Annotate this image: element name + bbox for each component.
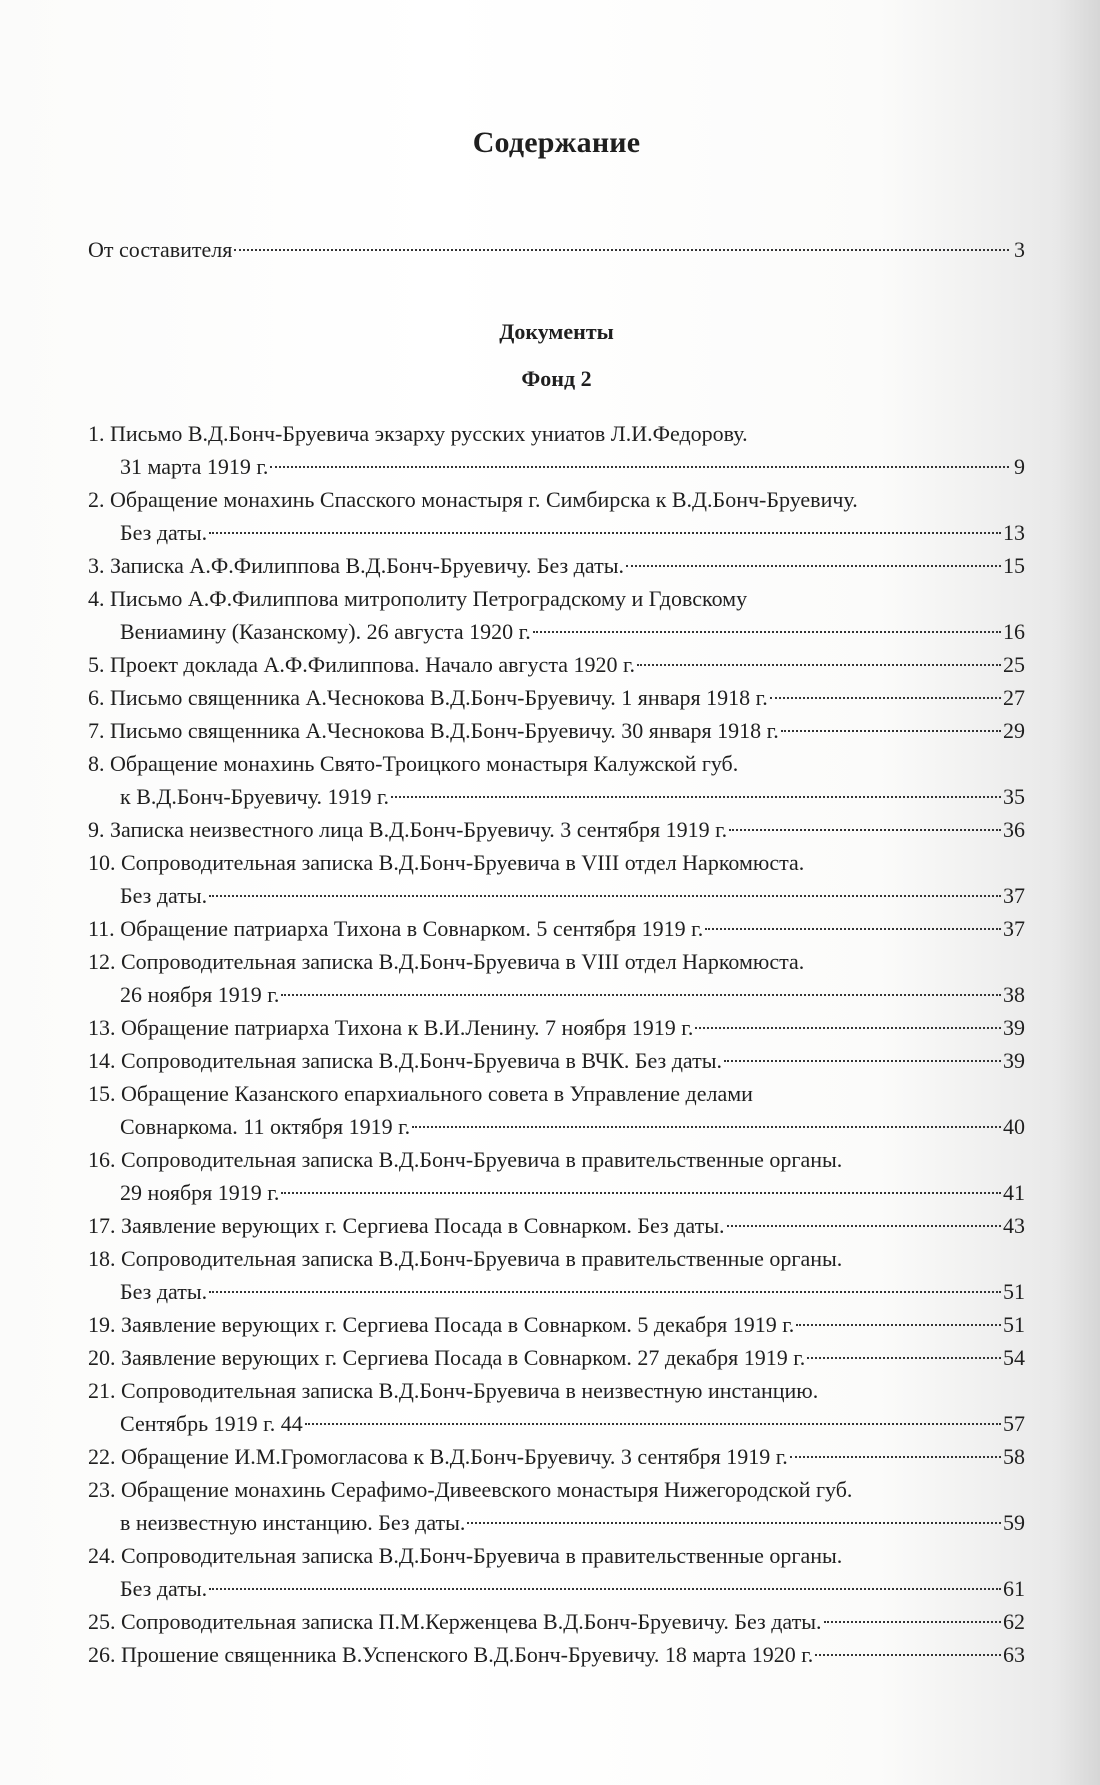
toc-entry xyxy=(88,1341,1025,1374)
entry-title-line1: Записка неизвестного лица В.Д.Бонч-Бруевичу. 3 сентября 1919 г. xyxy=(110,817,728,842)
page-number: 63 xyxy=(1003,1642,1025,1667)
entry-line xyxy=(88,1044,1025,1077)
page-number: 29 xyxy=(1003,718,1025,743)
entry-title xyxy=(88,417,748,450)
dot-leader xyxy=(281,1192,1001,1194)
entry-line xyxy=(88,978,1025,1011)
entry-line xyxy=(88,1440,1025,1473)
entry-line xyxy=(88,681,1025,714)
entry-title-line1: Обращение патриарха Тихона к В.И.Ленину. 7 ноября 1919 г. xyxy=(121,1015,694,1040)
entry-title-line2: Вениамину (Казанскому). 26 августа 1920 г. xyxy=(120,619,531,644)
toc-entry xyxy=(88,945,1025,1011)
toc-entry xyxy=(88,1638,1025,1671)
entry-line xyxy=(88,714,1025,747)
entry-title xyxy=(88,1143,842,1176)
page-number: 36 xyxy=(1003,817,1025,842)
page-number: 3 xyxy=(1014,237,1025,262)
entry-title-line1: Сопроводительная записка В.Д.Бонч-Бруевича в ВЧК. Без даты. xyxy=(121,1048,723,1073)
toc-entry xyxy=(88,747,1025,813)
entry-title-line1: Сопроводительная записка П.М.Керженцева В.Д.Бонч-Бруевичу. Без даты. xyxy=(121,1609,822,1634)
page-number: 37 xyxy=(1003,883,1025,908)
entry-title-line2: 29 ноября 1919 г. xyxy=(120,1180,280,1205)
entry-line xyxy=(88,417,1025,450)
dot-leader xyxy=(807,1357,1001,1359)
entry-line xyxy=(88,780,1025,813)
page-number: 58 xyxy=(1003,1444,1025,1469)
toc-entry xyxy=(88,1011,1025,1044)
entry-line xyxy=(88,1011,1025,1044)
entry-title-line1: Обращение И.М.Громогласова к В.Д.Бонч-Бруевичу. 3 сентября 1919 г. xyxy=(121,1444,788,1469)
entry-title-line1: Письмо священника А.Чеснокова В.Д.Бонч-Бруевичу. 30 января 1918 г. xyxy=(110,718,779,743)
dot-leader xyxy=(796,1324,1001,1326)
entry-title xyxy=(88,1308,794,1341)
entry-title-line1: Письмо В.Д.Бонч-Бруевича экзарху русских униатов Л.И.Федорову. xyxy=(110,421,748,446)
entry-title xyxy=(88,1242,842,1275)
page-number: 62 xyxy=(1003,1609,1025,1634)
fond-heading: Фонд 2 xyxy=(521,366,592,391)
entry-title-line1: Сопроводительная записка В.Д.Бонч-Бруевича в VIII отдел Наркомюста. xyxy=(121,949,805,974)
entry-title xyxy=(88,1209,725,1242)
entry-title-line2: Сентябрь 1919 г. 44 xyxy=(120,1411,303,1436)
entry-line xyxy=(88,1176,1025,1209)
entry-title-line2: в неизвестную инстанцию. Без даты. xyxy=(120,1510,466,1535)
toc-entry-intro xyxy=(88,233,1025,266)
entry-number: 4. xyxy=(88,586,105,611)
toc-entry xyxy=(88,549,1025,582)
dot-leader xyxy=(281,994,1001,996)
page-number: 27 xyxy=(1003,685,1025,710)
dot-leader xyxy=(637,664,1001,666)
section-heading: Документы xyxy=(499,319,614,344)
entry-number: 16. xyxy=(88,1147,116,1172)
page-number: 51 xyxy=(1003,1279,1025,1304)
dot-leader xyxy=(815,1654,1001,1656)
toc-entry xyxy=(88,1077,1025,1143)
page-number: 41 xyxy=(1003,1180,1025,1205)
dot-leader xyxy=(824,1621,1001,1623)
entry-number: 2. xyxy=(88,487,105,512)
entry-title-line1: Письмо А.Ф.Филиппова митрополиту Петроградскому и Гдовскому xyxy=(110,586,748,611)
dot-leader xyxy=(270,466,1009,468)
entry-title-line1: Сопроводительная записка В.Д.Бонч-Бруевича в правительственные органы. xyxy=(121,1543,843,1568)
entry-line xyxy=(88,813,1025,846)
entry-title xyxy=(88,1638,813,1671)
toc-entry xyxy=(88,417,1025,483)
entry-title-line1: Записка А.Ф.Филиппова В.Д.Бонч-Бруевичу. Без даты. xyxy=(110,553,624,578)
page-number: 40 xyxy=(1003,1114,1025,1139)
entry-number: 10. xyxy=(88,850,116,875)
entry-line xyxy=(88,846,1025,879)
toc-entry xyxy=(88,1374,1025,1440)
toc-entry xyxy=(88,912,1025,945)
dot-leader xyxy=(705,928,1001,930)
entry-number: 15. xyxy=(88,1081,116,1106)
entry-title-line1: Сопроводительная записка В.Д.Бонч-Бруевича в неизвестную инстанцию. xyxy=(121,1378,819,1403)
toc-entry xyxy=(88,1473,1025,1539)
entry-number: 8. xyxy=(88,751,105,776)
dot-leader xyxy=(391,796,1001,798)
entry-line xyxy=(88,1407,1025,1440)
entry-number: 7. xyxy=(88,718,105,743)
toc-entry xyxy=(88,1308,1025,1341)
page-number: 38 xyxy=(1003,982,1025,1007)
entry-title-line2: Без даты. xyxy=(120,883,208,908)
entry-title xyxy=(88,1440,788,1473)
dot-leader xyxy=(209,1291,1001,1293)
entry-title xyxy=(88,714,779,747)
entry-line xyxy=(88,1209,1025,1242)
toc-entry xyxy=(88,681,1025,714)
toc-entry xyxy=(88,714,1025,747)
dot-leader xyxy=(305,1423,1001,1425)
entry-title-line1: Обращение патриарха Тихона в Совнарком. 5 сентября 1919 г. xyxy=(120,916,704,941)
entry-line xyxy=(88,1143,1025,1176)
entry-number: 22. xyxy=(88,1444,116,1469)
entry-line xyxy=(88,615,1025,648)
dot-leader xyxy=(209,532,1001,534)
entry-title-line1: Заявление верующих г. Сергиева Посада в Совнарком. 5 декабря 1919 г. xyxy=(121,1312,795,1337)
entry-line xyxy=(88,1539,1025,1572)
entry-line xyxy=(88,1341,1025,1374)
page-number: 51 xyxy=(1003,1312,1025,1337)
toc-entry xyxy=(88,1044,1025,1077)
entry-number: 1. xyxy=(88,421,105,446)
entry-line xyxy=(88,1572,1025,1605)
entry-number: 24. xyxy=(88,1543,116,1568)
toc-entry xyxy=(88,1539,1025,1605)
entry-title xyxy=(88,912,703,945)
entry-title-line2: Без даты. xyxy=(120,1279,208,1304)
entry-title-line1: Прошение священника В.Успенского В.Д.Бонч-Бруевичу. 18 марта 1920 г. xyxy=(121,1642,814,1667)
entry-title xyxy=(88,1011,693,1044)
page-title: Содержание xyxy=(472,126,641,159)
entry-number: 14. xyxy=(88,1048,116,1073)
entry-title xyxy=(88,1077,753,1110)
entry-title-line1: Обращение монахинь Серафимо-Дивеевского монастыря Нижегородской губ. xyxy=(121,1477,853,1502)
dot-leader xyxy=(533,631,1001,633)
entry-title xyxy=(88,681,768,714)
entry-line xyxy=(88,648,1025,681)
entry-title-line2: Без даты. xyxy=(120,520,208,545)
entry-number: 26. xyxy=(88,1642,116,1667)
entry-title xyxy=(88,1341,805,1374)
page-number: 37 xyxy=(1003,916,1025,941)
entry-title-line1: Обращение монахинь Свято-Троицкого монастыря Калужской губ. xyxy=(110,751,739,776)
entry-title-line1: Сопроводительная записка В.Д.Бонч-Бруевича в VIII отдел Наркомюста. xyxy=(121,850,805,875)
entry-number: 13. xyxy=(88,1015,116,1040)
entry-title-line2: Совнаркома. 11 октября 1919 г. xyxy=(120,1114,411,1139)
page-number: 15 xyxy=(1003,553,1025,578)
page-number: 13 xyxy=(1003,520,1025,545)
entry-number: 23. xyxy=(88,1477,116,1502)
entry-number: 6. xyxy=(88,685,105,710)
entry-line xyxy=(88,483,1025,516)
dot-leader xyxy=(790,1456,1001,1458)
dot-leader xyxy=(729,829,1001,831)
entry-title-line1: Проект доклада А.Ф.Филиппова. Начало августа 1920 г. xyxy=(110,652,636,677)
entry-title xyxy=(88,1473,852,1506)
entry-number: 3. xyxy=(88,553,105,578)
entry-title xyxy=(88,1374,818,1407)
entry-number: 25. xyxy=(88,1609,116,1634)
dot-leader xyxy=(770,697,1001,699)
page-number: 39 xyxy=(1003,1015,1025,1040)
entry-title-line2: 26 ноября 1919 г. xyxy=(120,982,280,1007)
page-number: 39 xyxy=(1003,1048,1025,1073)
toc-entry xyxy=(88,582,1025,648)
entry-title xyxy=(88,945,804,978)
entry-line xyxy=(88,1638,1025,1671)
entry-line xyxy=(88,1605,1025,1638)
entry-line xyxy=(88,747,1025,780)
entry-title-line1: Письмо священника А.Чеснокова В.Д.Бонч-Бруевичу. 1 января 1918 г. xyxy=(110,685,768,710)
entry-title xyxy=(88,1539,842,1572)
dot-leader xyxy=(209,895,1001,897)
toc-entry xyxy=(88,1143,1025,1209)
page-number: 9 xyxy=(1014,454,1025,479)
toc-entry xyxy=(88,483,1025,549)
entry-line xyxy=(88,1374,1025,1407)
entry-title xyxy=(88,483,858,516)
entry-title xyxy=(88,813,727,846)
entry-line xyxy=(88,945,1025,978)
entry-title xyxy=(88,747,738,780)
dot-leader xyxy=(724,1060,1001,1062)
entry-line xyxy=(88,879,1025,912)
entry-line xyxy=(88,516,1025,549)
toc-entry xyxy=(88,1605,1025,1638)
entry-title-line1: Сопроводительная записка В.Д.Бонч-Бруевича в правительственные органы. xyxy=(121,1246,843,1271)
entry-title xyxy=(88,1044,722,1077)
entry-title-line2: к В.Д.Бонч-Бруевичу. 1919 г. xyxy=(120,784,390,809)
entry-number: 11. xyxy=(88,916,115,941)
page-number: 61 xyxy=(1003,1576,1025,1601)
toc-entry xyxy=(88,1242,1025,1308)
entry-line xyxy=(88,582,1025,615)
page-number: 35 xyxy=(1003,784,1025,809)
entry-title-line2: 31 марта 1919 г. xyxy=(120,454,269,479)
entry-number: 5. xyxy=(88,652,105,677)
entry-line xyxy=(88,1473,1025,1506)
entry-number: 21. xyxy=(88,1378,116,1403)
entry-title: От составителя xyxy=(88,237,233,262)
entry-line xyxy=(88,1242,1025,1275)
dot-leader xyxy=(234,249,1009,251)
page-number: 43 xyxy=(1003,1213,1025,1238)
entry-title-line2: Без даты. xyxy=(120,1576,208,1601)
entry-line xyxy=(88,549,1025,582)
entry-number: 17. xyxy=(88,1213,116,1238)
entry-title xyxy=(88,1605,822,1638)
page-number: 25 xyxy=(1003,652,1025,677)
entry-line xyxy=(88,1077,1025,1110)
page-number: 54 xyxy=(1003,1345,1025,1370)
dot-leader xyxy=(412,1126,1001,1128)
entry-title-line1: Заявление верующих г. Сергиева Посада в Совнарком. 27 декабря 1919 г. xyxy=(121,1345,806,1370)
entry-line xyxy=(88,1506,1025,1539)
dot-leader xyxy=(781,730,1001,732)
entry-line xyxy=(88,450,1025,483)
dot-leader xyxy=(695,1027,1001,1029)
entry-title-line1: Обращение Казанского епархиального совета в Управление делами xyxy=(121,1081,753,1106)
entry-title xyxy=(88,582,747,615)
dot-leader xyxy=(209,1588,1001,1590)
entry-number: 19. xyxy=(88,1312,116,1337)
entry-line xyxy=(88,1275,1025,1308)
entry-title xyxy=(88,846,804,879)
entry-number: 9. xyxy=(88,817,105,842)
entry-title-line1: Обращение монахинь Спасского монастыря г. Симбирска к В.Д.Бонч-Бруевичу. xyxy=(110,487,858,512)
entry-number: 18. xyxy=(88,1246,116,1271)
entry-line xyxy=(88,1110,1025,1143)
toc-entries xyxy=(88,417,1025,1671)
entry-line xyxy=(88,1308,1025,1341)
entry-number: 12. xyxy=(88,949,116,974)
toc-entry xyxy=(88,846,1025,912)
entry-title-line1: Заявление верующих г. Сергиева Посада в Совнарком. Без даты. xyxy=(121,1213,725,1238)
toc-entry xyxy=(88,1209,1025,1242)
dot-leader xyxy=(727,1225,1001,1227)
toc-entry xyxy=(88,648,1025,681)
page-number: 16 xyxy=(1003,619,1025,644)
dot-leader xyxy=(467,1522,1001,1524)
entry-number: 20. xyxy=(88,1345,116,1370)
dot-leader xyxy=(626,565,1001,567)
toc-entry xyxy=(88,1440,1025,1473)
entry-title-line1: Сопроводительная записка В.Д.Бонч-Бруевича в правительственные органы. xyxy=(121,1147,843,1172)
page-number: 59 xyxy=(1003,1510,1025,1535)
entry-title xyxy=(88,549,624,582)
page-number: 57 xyxy=(1003,1411,1025,1436)
toc-entry xyxy=(88,813,1025,846)
entry-title xyxy=(88,648,635,681)
entry-line xyxy=(88,912,1025,945)
